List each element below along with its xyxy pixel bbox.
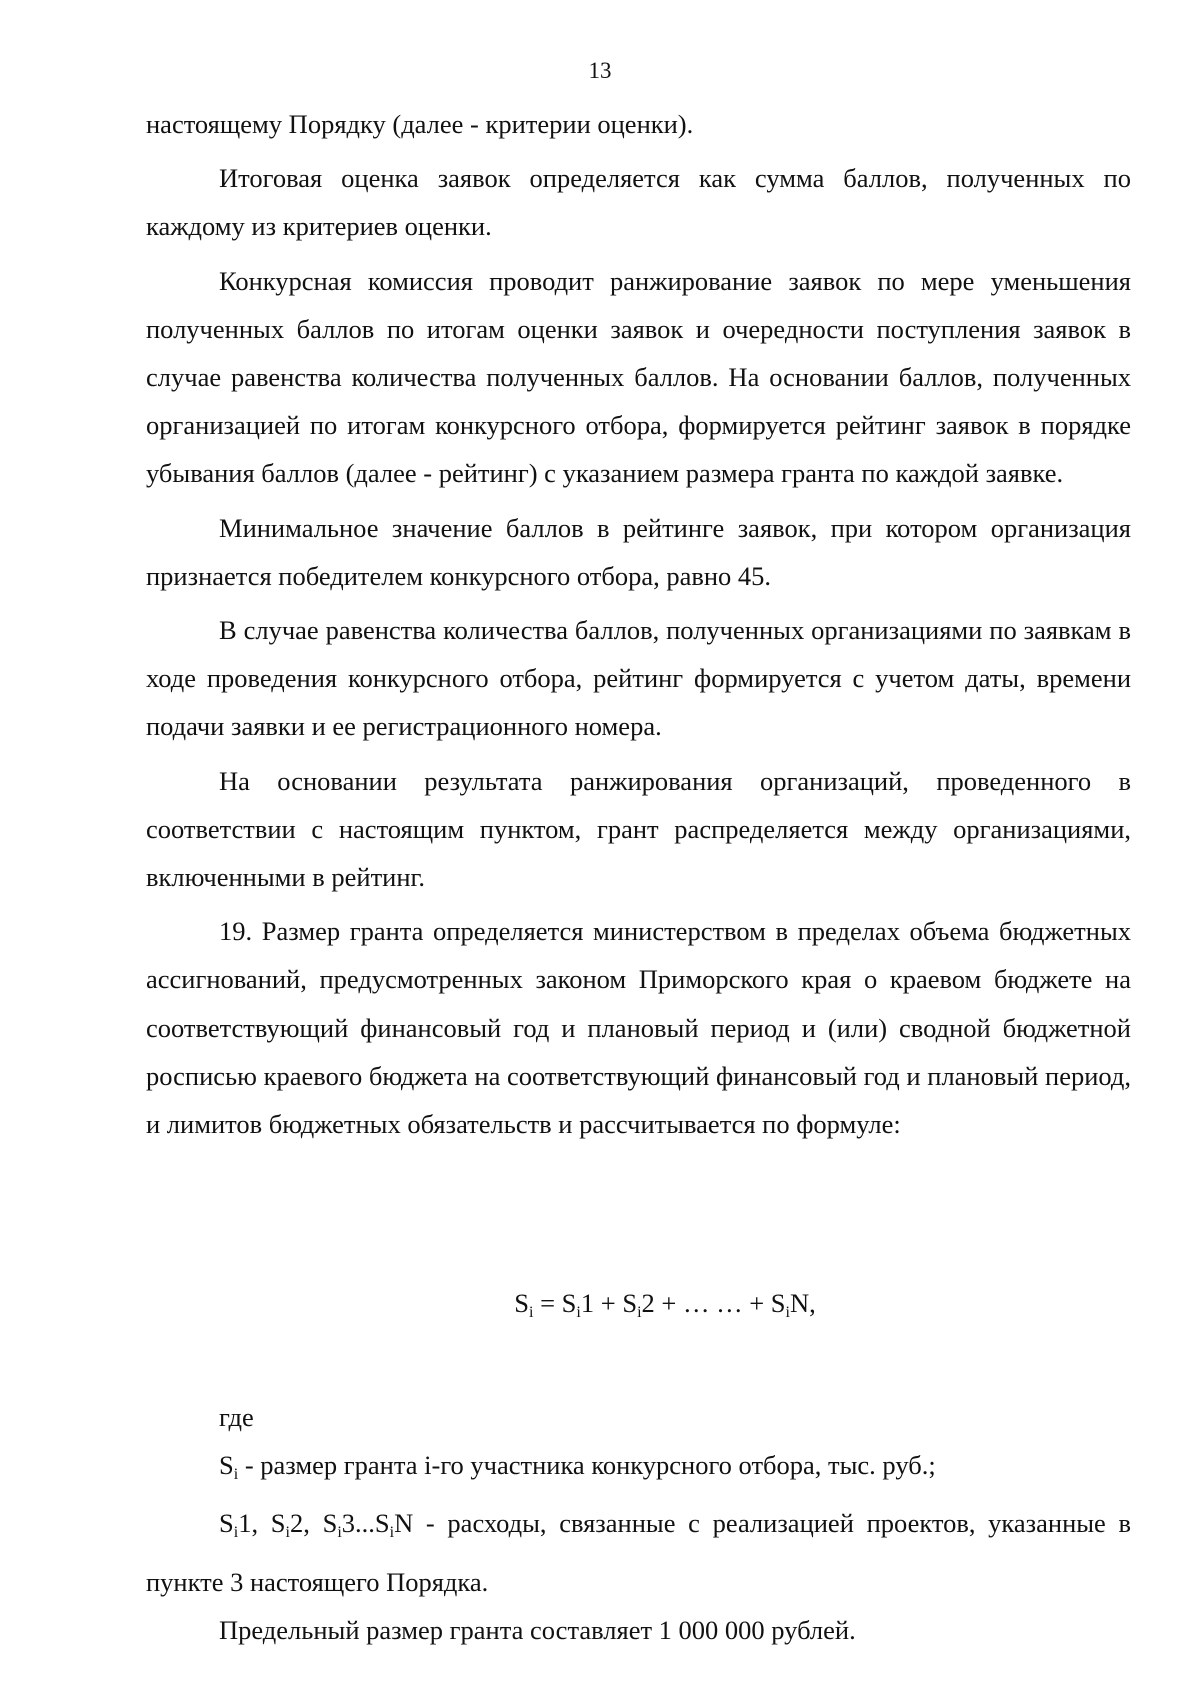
formula-term-2: 2 bbox=[641, 1288, 655, 1318]
formula-legend bbox=[146, 1393, 1131, 1654]
def-index: i bbox=[233, 1466, 239, 1484]
formula-symbol: S bbox=[770, 1288, 786, 1318]
def-symbol: S bbox=[270, 1508, 286, 1539]
document-body bbox=[146, 100, 1131, 1148]
paragraph-grant-distribution: На основании результата ранжирования организаций, проведенного в соответствии с настоящим пунктом, грант распределяется между организациями, включенными в рейтинг. bbox=[146, 765, 1131, 893]
def-index: i bbox=[337, 1524, 342, 1542]
def-symbol: S bbox=[374, 1508, 390, 1539]
def-si-text: - размер гранта i-го участника конкурсного отбора, тыс. руб.; bbox=[238, 1450, 936, 1481]
def-index: i bbox=[285, 1524, 290, 1542]
formula-plus: + bbox=[594, 1288, 623, 1318]
formula-equals: = bbox=[533, 1288, 562, 1318]
paragraph-total-score: Итоговая оценка заявок определяется как сумма баллов, полученных по каждому из критериев оценки. bbox=[146, 163, 1131, 242]
formula-term-n: N, bbox=[789, 1288, 816, 1318]
formula-term-1: 1 bbox=[580, 1288, 595, 1318]
paragraph-continuation: настоящему Порядку (далее - критерии оценки). bbox=[146, 109, 694, 139]
paragraph-ranking: Конкурсная комиссия проводит ранжирование заявок по мере уменьшения полученных баллов по итогам оценки заявок и очередности поступления заявок в случае равенства количества полученных баллов. На основании баллов, полученных организацией по итогам конкурсного отбора, формируется рейтинг заявок в порядке убывания баллов (далее - рейтинг) с указанием размера гранта по каждой заявке. bbox=[146, 265, 1131, 489]
grant-formula bbox=[0, 1285, 1200, 1331]
paragraph-minimum-score: Минимальное значение баллов в рейтинге заявок, при котором организация признается победителем конкурсного отбора, равно 45. bbox=[146, 512, 1131, 591]
formula-index: i bbox=[785, 1304, 790, 1321]
def-expenses-text: - расходы, связанные с реализацией проектов, указанные в пункте 3 настоящего Порядка. bbox=[146, 1508, 1132, 1597]
def-symbol: S bbox=[219, 1450, 234, 1481]
paragraph-equal-scores: В случае равенства количества баллов, полученных организациями по заявкам в ходе проведения конкурсного отбора, рейтинг формируется с учетом даты, времени подачи заявки и ее регистрационного номера. bbox=[146, 615, 1131, 742]
where-label: где bbox=[219, 1402, 254, 1432]
paragraph-19-grant-size: 19. Размер гранта определяется министерством в пределах объема бюджетных ассигнований, предусмотренных законом Приморского края о краевом бюджете на соответствующий финансовый год и плановый период и (или) сводной бюджетной росписью краевого бюджета на соответствующий финансовый год и плановый период, и лимитов бюджетных обязательств и рассчитывается по формуле: bbox=[146, 916, 1131, 1140]
page-number: 13 bbox=[588, 58, 612, 83]
def-term: 2, bbox=[289, 1508, 323, 1539]
def-symbol: S bbox=[322, 1508, 338, 1539]
formula-index: i bbox=[576, 1304, 581, 1321]
def-symbol: S bbox=[219, 1508, 234, 1539]
formula-symbol: S bbox=[622, 1288, 638, 1318]
def-term: 3... bbox=[341, 1508, 375, 1539]
paragraph-max-grant: Предельный размер гранта составляет 1 000 000 рублей. bbox=[219, 1614, 856, 1645]
def-term: 1, bbox=[238, 1508, 271, 1539]
def-term: N bbox=[394, 1508, 414, 1539]
formula-symbol: S bbox=[561, 1288, 577, 1318]
definition-expenses bbox=[146, 1499, 1131, 1605]
formula-symbol: S bbox=[514, 1288, 529, 1318]
formula-index: i bbox=[529, 1304, 534, 1321]
def-index: i bbox=[389, 1524, 395, 1542]
definition-si bbox=[146, 1441, 1131, 1499]
formula-dots: + … … + bbox=[654, 1288, 771, 1318]
def-index: i bbox=[233, 1524, 239, 1542]
formula-index: i bbox=[637, 1304, 642, 1321]
